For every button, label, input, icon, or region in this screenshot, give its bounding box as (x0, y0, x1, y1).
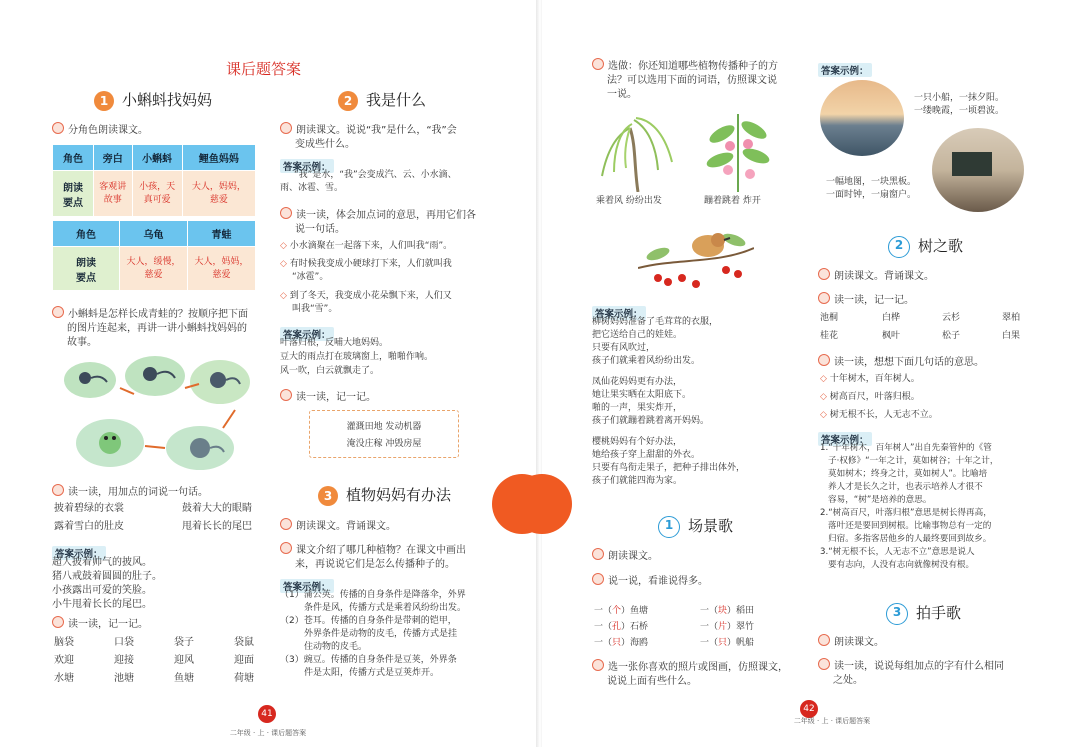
phrase: 披着碧绿的衣裳 (54, 503, 124, 514)
section-title: 小蝌蚪找妈妈 (122, 91, 213, 109)
word: 白桦 (882, 313, 901, 323)
willow-illustration (594, 106, 678, 192)
section-heading-scene (658, 515, 733, 538)
word-box: 灌溉田地 发动机器 淹没庄稼 冲毁房屋 (309, 410, 459, 458)
question-icon (52, 306, 64, 318)
right-page (542, 0, 1080, 747)
word: 迎面 (234, 655, 254, 666)
word: 池桐 (820, 313, 839, 323)
answer-poem: 柳树妈妈准备了毛茸茸的衣服， 把它送给自己的娃娃。 只要有风吹过， 孩子们就乘着风纷纷出发。 (592, 317, 719, 366)
page-footer: 二年级 · 上 · 课后题答案 (229, 729, 307, 737)
word: 口袋 (114, 637, 134, 648)
question: 朗读课文。 (818, 634, 884, 650)
word: 鱼塘 (174, 673, 194, 684)
tadpole-illustration (50, 348, 268, 478)
quantifier-row: 一（块）稻田 (700, 606, 755, 616)
quantifier-row: 一（个）鱼塘 (594, 606, 649, 616)
question-icon (52, 616, 64, 628)
reading-table-2 (52, 220, 256, 291)
reading-table-1 (52, 144, 256, 217)
caption: 乘着风 纷纷出发 (596, 196, 662, 206)
answer-poem: 凤仙花妈妈更有办法， 她让果实晒在太阳底下。 啪的一声，果实炸开， 孩子们就蹦着跳着离开妈妈。 (592, 377, 710, 426)
question: 读一读，记一记。 (280, 389, 376, 405)
question: 读一读，记一记。 (818, 292, 914, 308)
word: 松子 (942, 331, 961, 341)
quantifier-row: 一（只）帆船 (700, 638, 755, 648)
question: 朗读课文。说说“我”是什么，“我”会 变成些什么。 (280, 122, 494, 152)
question-icon (592, 659, 604, 671)
question-icon (280, 518, 292, 530)
photo-caption: 一幅地图，一块黑板。 一面时钟，一扇窗户。 (826, 177, 917, 200)
section-heading-1 (94, 89, 212, 111)
answer-line: 豆大的雨点打在玻璃窗上，啪啪作响。 (280, 352, 434, 362)
page-footer: 二年级 · 上 · 课后题答案 (793, 717, 871, 725)
example-sentence: ◇ 小水滴聚在一起落下来，人们叫我“雨”。 (280, 241, 453, 251)
table-cell: 大人，妈妈， 慈爱 (182, 171, 255, 217)
table-header: 小蝌蚪 (132, 145, 182, 171)
question: 读一读，说说每组加点的字有什么相同 之处。 (818, 658, 1038, 688)
proverb: ◇ 十年树木，百年树人。 (820, 374, 920, 384)
word: 枫叶 (882, 331, 901, 341)
question-icon (52, 484, 64, 496)
question: 读一读，记一记。 (52, 616, 148, 632)
word: 袋鼠 (234, 637, 254, 648)
section-number: 1 (94, 91, 114, 111)
answer-label: 答案示例： (592, 302, 646, 321)
answer-line: 超人披着帅气的披风。 (52, 557, 152, 568)
question: 说一说，看谁说得多。 (592, 573, 708, 589)
word: 迎接 (114, 655, 134, 666)
question-icon (818, 268, 830, 280)
table-cell: 小孩，天 真可爱 (132, 171, 182, 217)
question: 读一读，想想下面几句话的意思。 (818, 354, 984, 370)
section-number: 1 (658, 516, 680, 538)
table-cell: 客观讲 故事 (94, 171, 133, 217)
section-title: 我是什么 (366, 91, 427, 109)
table-header: 角色 (53, 221, 120, 247)
section-number: 2 (338, 91, 358, 111)
question-icon (818, 658, 830, 670)
word: 桂花 (820, 331, 839, 341)
answer-label: 答案示例： (818, 59, 872, 78)
question: 朗读课文。背诵课文。 (818, 268, 934, 284)
example-sentence: ◇ 有时候我变成小硬球打下来，人们就叫我 “冰雹”。 (280, 259, 452, 282)
phrase: 甩着长长的尾巴 (182, 521, 252, 532)
question-icon (280, 542, 292, 554)
section-number: 3 (886, 603, 908, 625)
page-title: 课后题答案 (226, 60, 302, 78)
question-icon (280, 389, 292, 401)
photo-caption: 一只小船，一抹夕阳。 一缕晚霞，一顷碧波。 (914, 93, 1005, 116)
blackboard-shape (952, 152, 992, 176)
question-icon (592, 548, 604, 560)
example-sentence: ◇ 到了冬天，我变成小花朵飘下来，人们又 叫我“雪”。 (280, 291, 452, 314)
question: 读一读，用加点的词说一句话。 (52, 484, 208, 500)
quantifier-row: 一（孔）石桥 (594, 622, 649, 632)
table-header: 青蛙 (188, 221, 256, 247)
table-cell: 大人，妈妈， 慈爱 (188, 247, 256, 291)
question-icon (52, 122, 64, 134)
word: 水塘 (54, 673, 74, 684)
question-icon (818, 634, 830, 646)
question-icon (592, 58, 604, 70)
phrase: 鼓着大大的眼睛 (182, 503, 252, 514)
question: 选一张你喜欢的照片或图画，仿照课文， 说说上面有些什么。 (592, 659, 806, 689)
answer-label: 答案示例： (818, 428, 872, 447)
page-number: 41 (258, 705, 276, 723)
word: 脑袋 (54, 637, 74, 648)
table-row-label: 朗读 要点 (53, 247, 120, 291)
section-heading-clap (886, 602, 961, 625)
section-title: 拍手歌 (916, 604, 962, 622)
decorative-circle (512, 474, 572, 534)
section-heading-tree (888, 235, 963, 258)
question: 选做：你还知道哪些植物传播种子的方 法？可以选用下面的词语，仿照课文说 一说。 (592, 58, 806, 102)
proverb: ◇ 树高百尺，叶落归根。 (820, 392, 920, 402)
table-row-label: 朗读 要点 (53, 171, 94, 217)
answer-text: “我”是水，“我”会变成汽、云、小水滴、 雨、冰雹、雪。 (280, 170, 457, 193)
sunset-photo (820, 80, 904, 156)
phrase: 露着雪白的肚皮 (54, 521, 124, 532)
question-icon (280, 207, 292, 219)
answer-text: 1.“十年树木，百年树人”出自先秦管仲的《管 子·权修》“一年之计，莫如树谷；十年之计， 莫如树木；终身之计，莫如树人”。比喻培 养人才是长久之计，也表示培养人才很不 容易，“树”是培养的意思。 2.“树高百尺，叶落归根”意思是树长得再高， 落叶还是要回到树根。比喻事物总有一定的 归宿。多指客居他乡的人最终要回到故乡。 3.“树无根不长，人无志不立”意思是说人 要有志向，人没有志向就像树没有根。 (820, 443, 999, 570)
table-header: 旁白 (94, 145, 133, 171)
answer-label: 答案示例： (280, 575, 334, 594)
table-header: 角色 (53, 145, 94, 171)
question: 读一读，体会加点词的意思，再用它们各 说一句话。 (280, 207, 494, 237)
word: 袋子 (174, 637, 194, 648)
table-cell: 大人，缓慢， 慈爱 (120, 247, 188, 291)
question-icon (818, 292, 830, 304)
question: 分角色朗读课文。 (52, 122, 148, 138)
question-icon (592, 573, 604, 585)
section-number: 2 (888, 236, 910, 258)
balsam-illustration (698, 104, 778, 192)
bird-cherry-illustration (638, 218, 754, 296)
word: 欢迎 (54, 655, 74, 666)
answer-label: 答案示例： (52, 542, 106, 561)
section-title: 植物妈妈有办法 (346, 486, 452, 504)
word: 迎风 (174, 655, 194, 666)
page-number: 42 (800, 700, 818, 718)
word: 云杉 (942, 313, 961, 323)
answer-label: 答案示例： (280, 155, 334, 174)
section-title: 树之歌 (918, 237, 964, 255)
left-page (0, 0, 538, 747)
section-heading-2 (338, 89, 426, 111)
quantifier-row: 一（只）海鸥 (594, 638, 649, 648)
answer-line: 猪八戒鼓着圆圆的肚子。 (52, 571, 162, 582)
answer-line: 叶落归根，反哺大地妈妈。 (280, 338, 389, 348)
word: 池塘 (114, 673, 134, 684)
answer-line: 小牛甩着长长的尾巴。 (52, 599, 152, 610)
table-header: 乌龟 (120, 221, 188, 247)
question: 课文介绍了哪几种植物？在课文中画出 来，再说说它们是怎么传播种子的。 (280, 542, 494, 572)
section-number: 3 (318, 486, 338, 506)
question-icon (280, 122, 292, 134)
quantifier-row: 一（片）翠竹 (700, 622, 755, 632)
section-title: 场景歌 (688, 517, 734, 535)
answer-line: 小孩露出可爱的笑脸。 (52, 585, 152, 596)
section-heading-3 (318, 484, 451, 506)
word: 白果 (1002, 331, 1021, 341)
answer-label: 答案示例： (280, 323, 334, 342)
question: 朗读课文。背诵课文。 (280, 518, 396, 534)
answer-line: 风一吹，白云就飘走了。 (280, 366, 380, 376)
proverb: ◇ 树无根不长，人无志不立。 (820, 410, 938, 420)
question-icon (818, 354, 830, 366)
question: 小蝌蚪是怎样长成青蛙的？按顺序把下面 的图片连起来，再讲一讲小蝌蚪找妈妈的 故事。 (52, 306, 264, 350)
word: 翠柏 (1002, 313, 1021, 323)
word: 荷塘 (234, 673, 254, 684)
answer-poem: 樱桃妈妈有个好办法， 她给孩子穿上甜甜的外衣。 只要有鸟衔走果子，把种子排出体外， 孩子们就能四海为家。 (592, 437, 746, 486)
question: 朗读课文。 (592, 548, 658, 564)
answer-text: （1）蒲公英。传播的自身条件是降落伞，外界 条件是风，传播方式是乘着风纷纷出发。 （2）苍耳。传播的自身条件是带刺的铠甲， 外界条件是动物的皮毛，传播方式是挂 住动物的皮毛。 （3）豌豆。传播的自身条件是豆荚，外界条 件是太阳，传播方式是豆荚炸开。 (280, 590, 467, 678)
caption: 蹦着跳着 炸开 (704, 196, 761, 206)
table-header: 鲤鱼妈妈 (182, 145, 255, 171)
